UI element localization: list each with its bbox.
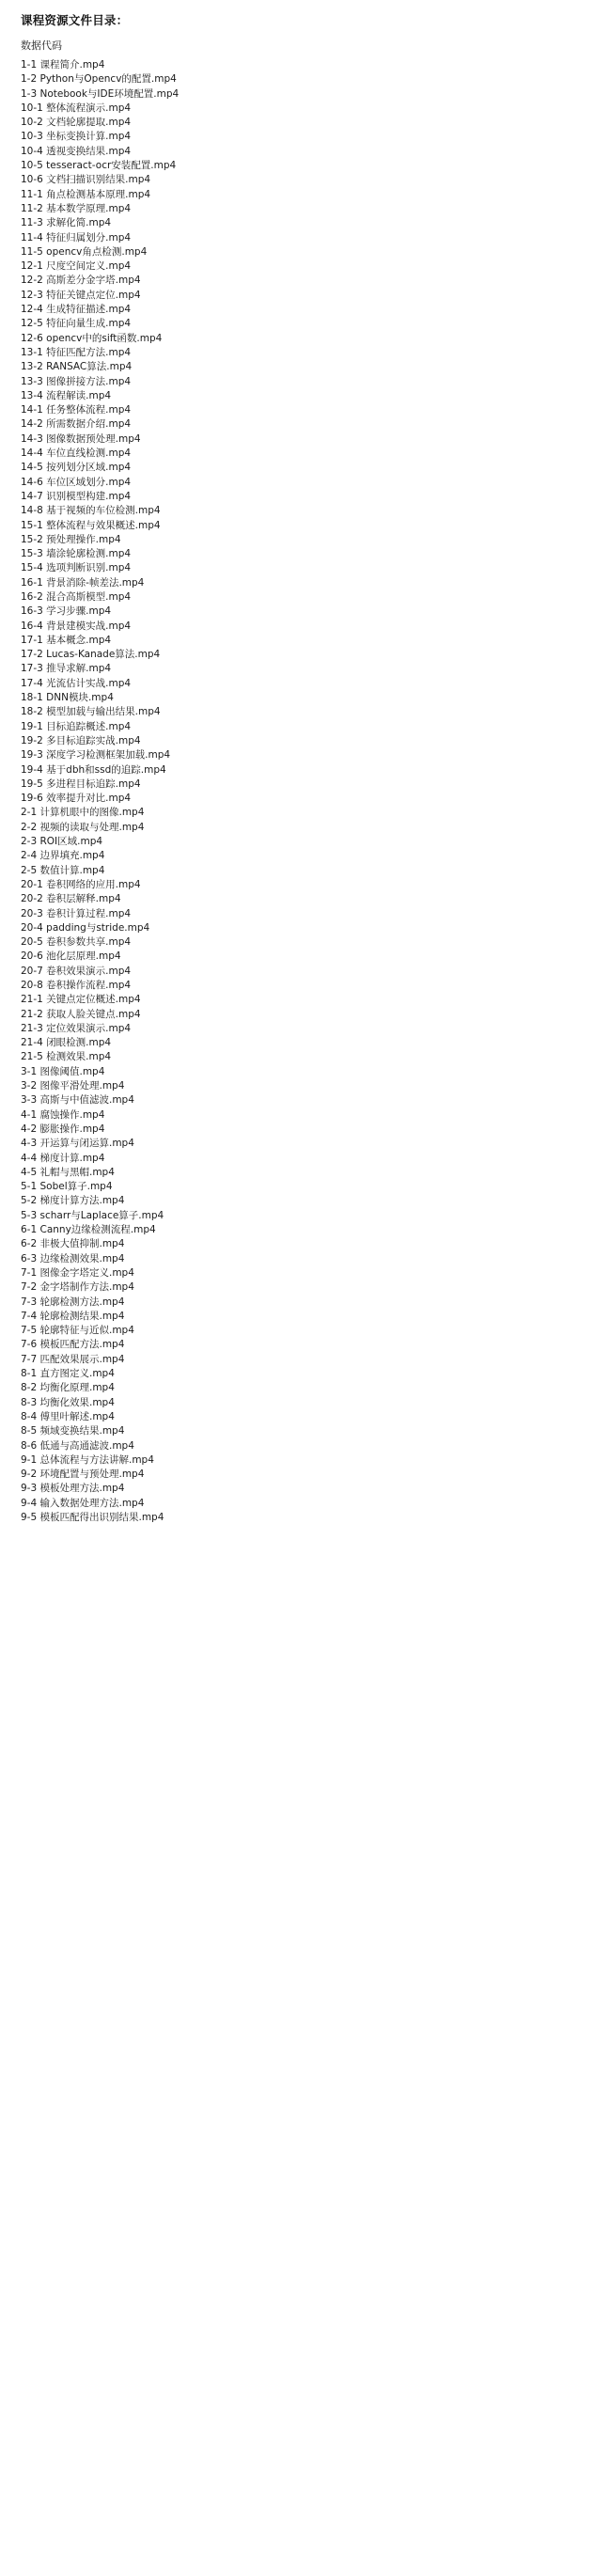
- list-item: 9-4 输入数据处理方法.mp4: [21, 1497, 145, 1509]
- list-item: 7-4 轮廓检测结果.mp4: [21, 1310, 125, 1322]
- list-item: 21-5 检测效果.mp4: [21, 1051, 112, 1063]
- list-item: 19-4 基于dbh和ssd的追踪.mp4: [21, 763, 166, 776]
- list-item: 8-2 均衡化原理.mp4: [21, 1382, 115, 1394]
- list-item: 6-1 Canny边缘检测流程.mp4: [21, 1224, 156, 1236]
- list-item: 11-1 角点检测基本原理.mp4: [21, 188, 151, 200]
- list-item: 4-1 腐蚀操作.mp4: [21, 1108, 105, 1121]
- list-item: 6-3 边缘检测效果.mp4: [21, 1252, 125, 1264]
- list-item: 14-5 按列划分区域.mp4: [21, 462, 132, 474]
- list-item: 10-6 文档扫描识别结果.mp4: [21, 174, 151, 186]
- list-item: 12-4 生成特征描述.mp4: [21, 304, 132, 316]
- list-item: 2-3 ROI区域.mp4: [21, 836, 103, 848]
- list-item: 8-1 直方图定义.mp4: [21, 1368, 115, 1380]
- list-item: 2-5 数值计算.mp4: [21, 864, 105, 876]
- list-item: 10-1 整体流程演示.mp4: [21, 102, 132, 114]
- list-item: 19-1 目标追踪概述.mp4: [21, 720, 132, 732]
- list-item: 17-3 推导求解.mp4: [21, 663, 112, 675]
- list-item: 3-1 图像阈值.mp4: [21, 1065, 105, 1077]
- list-item: 11-2 基本数学原理.mp4: [21, 202, 132, 214]
- list-item: 17-2 Lucas-Kanade算法.mp4: [21, 649, 161, 661]
- list-item: 7-7 匹配效果展示.mp4: [21, 1353, 125, 1365]
- list-item: 7-2 金字塔制作方法.mp4: [21, 1281, 134, 1294]
- list-item: 16-3 学习步骤.mp4: [21, 605, 112, 618]
- list-item: 12-1 尺度空间定义.mp4: [21, 260, 132, 273]
- list-item: 16-4 背景建模实战.mp4: [21, 620, 132, 632]
- section-label: 数据代码: [21, 39, 62, 52]
- list-item: 9-5 模板匹配得出识别结果.mp4: [21, 1511, 164, 1523]
- list-item: 18-1 DNN模块.mp4: [21, 692, 114, 704]
- list-item: 13-1 特征匹配方法.mp4: [21, 346, 132, 358]
- list-item: 6-2 非极大值抑制.mp4: [21, 1238, 125, 1250]
- list-item: 12-2 高斯差分金字塔.mp4: [21, 275, 141, 287]
- list-item: 17-4 光流估计实战.mp4: [21, 677, 132, 689]
- list-item: 15-1 整体流程与效果概述.mp4: [21, 519, 161, 531]
- list-item: 9-3 模板处理方法.mp4: [21, 1483, 125, 1495]
- list-item: 13-3 图像拼接方法.mp4: [21, 375, 132, 387]
- list-item: 2-1 计算机眼中的图像.mp4: [21, 807, 145, 819]
- list-item: 15-4 选项判断识别.mp4: [21, 562, 132, 574]
- list-item: 16-2 混合高斯模型.mp4: [21, 590, 132, 603]
- list-item: 1-1 课程简介.mp4: [21, 59, 105, 71]
- list-item: 4-4 梯度计算.mp4: [21, 1152, 105, 1164]
- list-item: 14-3 图像数据预处理.mp4: [21, 432, 141, 445]
- list-item: 3-3 高斯与中值滤波.mp4: [21, 1094, 134, 1107]
- list-item: 5-3 scharr与Laplace算子.mp4: [21, 1209, 164, 1221]
- list-item: 4-3 开运算与闭运算.mp4: [21, 1138, 134, 1150]
- list-item: 9-2 环境配置与预处理.mp4: [21, 1469, 145, 1481]
- list-item: 4-5 礼帽与黑帽.mp4: [21, 1166, 115, 1178]
- list-item: 1-3 Notebook与IDE环境配置.mp4: [21, 87, 180, 100]
- list-item: 21-4 闭眼检测.mp4: [21, 1037, 112, 1049]
- list-item: 12-3 特征关键点定位.mp4: [21, 289, 141, 301]
- list-item: 11-4 特征归属划分.mp4: [21, 231, 132, 243]
- list-item: 21-1 关键点定位概述.mp4: [21, 994, 141, 1006]
- list-item: 8-4 傅里叶解述.mp4: [21, 1410, 115, 1422]
- list-item: 10-5 tesseract-ocr安装配置.mp4: [21, 160, 177, 172]
- list-item: 14-6 车位区域划分.mp4: [21, 476, 132, 488]
- list-item: 15-3 墙涂轮廓检测.mp4: [21, 548, 132, 560]
- list-item: 12-6 opencv中的sift函数.mp4: [21, 332, 163, 344]
- list-item: 18-2 模型加载与输出结果.mp4: [21, 706, 161, 718]
- list-item: 15-2 预处理操作.mp4: [21, 533, 121, 545]
- list-item: 21-3 定位效果演示.mp4: [21, 1022, 132, 1034]
- list-item: 16-1 背景消除-帧差法.mp4: [21, 576, 145, 589]
- list-item: 5-1 Sobel算子.mp4: [21, 1181, 113, 1193]
- list-item: 20-5 卷积参数共享.mp4: [21, 936, 132, 949]
- list-item: 8-6 低通与高通滤波.mp4: [21, 1439, 134, 1452]
- list-item: 19-3 深度学习检测框架加载.mp4: [21, 749, 171, 762]
- list-item: 7-3 轮廓检测方法.mp4: [21, 1296, 125, 1308]
- list-item: 10-3 坐标变换计算.mp4: [21, 131, 132, 143]
- list-item: 4-2 膨胀操作.mp4: [21, 1123, 105, 1135]
- list-item: 13-4 流程解读.mp4: [21, 389, 112, 401]
- list-item: 14-2 所需数据介绍.mp4: [21, 418, 132, 431]
- list-item: 7-6 模板匹配方法.mp4: [21, 1339, 125, 1351]
- list-item: 20-2 卷积层解释.mp4: [21, 893, 121, 905]
- list-item: 7-5 轮廓特征与近似.mp4: [21, 1325, 134, 1337]
- list-item: 12-5 特征向量生成.mp4: [21, 318, 132, 330]
- list-item: 5-2 梯度计算方法.mp4: [21, 1195, 125, 1207]
- list-item: 17-1 基本概念.mp4: [21, 634, 112, 646]
- list-item: 2-2 视频的读取与处理.mp4: [21, 821, 145, 833]
- list-item: 14-1 任务整体流程.mp4: [21, 404, 132, 416]
- file-list: [13, 58, 598, 1525]
- list-item: 10-4 透视变换结果.mp4: [21, 145, 132, 157]
- list-item: 20-4 padding与stride.mp4: [21, 921, 150, 934]
- list-item: 19-2 多目标追踪实战.mp4: [21, 734, 141, 746]
- list-item: 20-8 卷积操作流程.mp4: [21, 980, 132, 991]
- list-item: 21-2 获取人脸关键点.mp4: [21, 1008, 141, 1020]
- list-item: 19-5 多进程目标追踪.mp4: [21, 778, 141, 790]
- list-item: 11-5 opencv角点检测.mp4: [21, 245, 148, 258]
- list-item: 7-1 图像金字塔定义.mp4: [21, 1266, 134, 1279]
- list-item: 14-8 基于视频的车位检测.mp4: [21, 505, 161, 517]
- list-item: 14-4 车位直线检测.mp4: [21, 448, 132, 460]
- list-item: 2-4 边界填充.mp4: [21, 850, 105, 862]
- list-item: 20-6 池化层原理.mp4: [21, 950, 121, 963]
- list-item: 13-2 RANSAC算法.mp4: [21, 361, 133, 373]
- list-item: 20-7 卷积效果演示.mp4: [21, 965, 132, 977]
- list-item: 1-2 Python与Opencv的配置.mp4: [21, 73, 177, 86]
- list-item: 20-1 卷积网络的应用.mp4: [21, 878, 141, 890]
- list-item: 8-5 频域变换结果.mp4: [21, 1425, 125, 1437]
- page-title: 课程资源文件目录：: [21, 13, 129, 27]
- list-item: 14-7 识别模型构建.mp4: [21, 490, 132, 502]
- list-item: 10-2 文档轮廓提取.mp4: [21, 117, 132, 129]
- list-item: 11-3 求解化简.mp4: [21, 217, 112, 229]
- list-item: 3-2 图像平滑处理.mp4: [21, 1080, 125, 1092]
- list-item: 8-3 均衡化效果.mp4: [21, 1396, 115, 1408]
- list-item: 19-6 效率提升对比.mp4: [21, 793, 132, 805]
- list-item: 9-1 总体流程与方法讲解.mp4: [21, 1453, 154, 1466]
- list-item: 20-3 卷积计算过程.mp4: [21, 907, 132, 919]
